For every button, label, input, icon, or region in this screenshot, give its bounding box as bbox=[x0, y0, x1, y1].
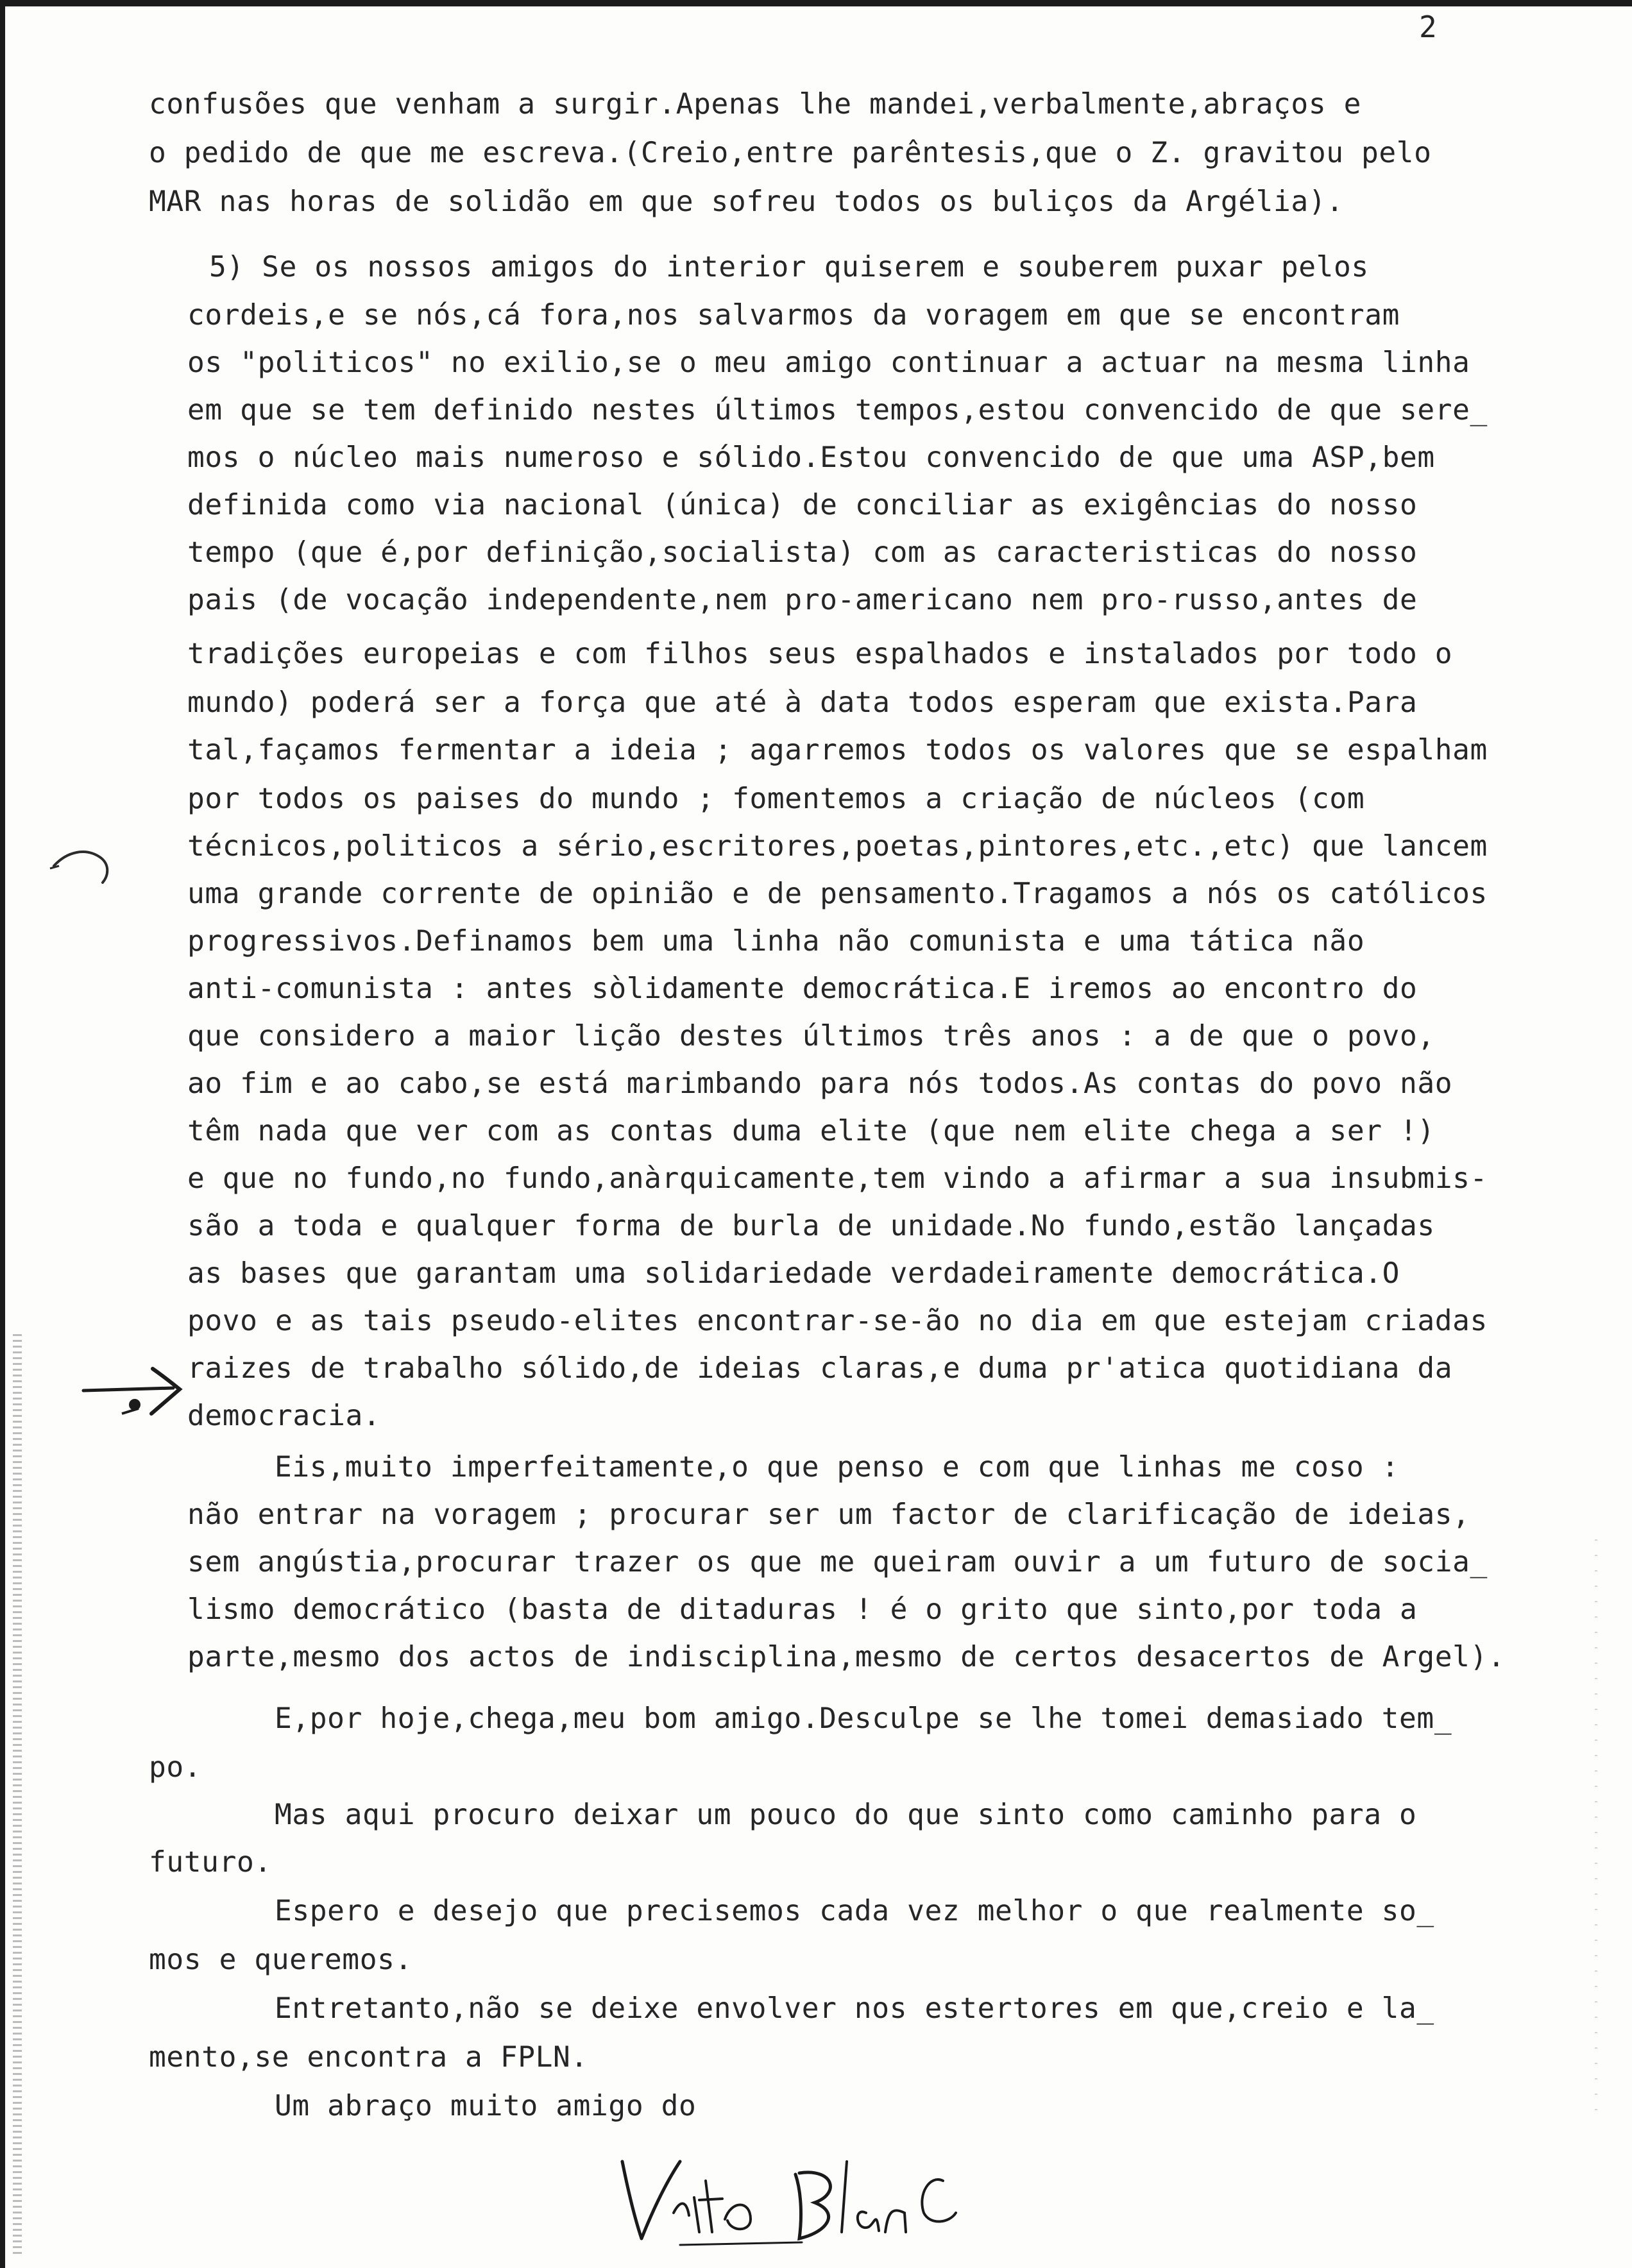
text-line: mos o núcleo mais numeroso e sólido.Estou convencido de que uma ASP,bem bbox=[187, 441, 1435, 474]
paragraph-start: Espero e desejo que precisemos cada vez melhor o que realmente so_ bbox=[275, 1895, 1434, 1927]
paragraph-start: E,por hoje,chega,meu bom amigo.Desculpe se lhe tomei demasiado tem_ bbox=[275, 1702, 1452, 1735]
text-line: têm nada que ver com as contas duma elite (que nem elite chega a ser !) bbox=[187, 1115, 1435, 1147]
text-line: anti-comunista : antes sòlidamente democrática.E iremos ao encontro do bbox=[187, 972, 1418, 1005]
text-line: são a toda e qualquer forma de burla de unidade.No fundo,estão lançadas bbox=[187, 1210, 1435, 1242]
scan-right-specks bbox=[1595, 1539, 1597, 2117]
paragraph-start: Entretanto,não se deixe envolver nos estertores em que,creio e la_ bbox=[275, 1992, 1434, 2025]
text-line: ao fim e ao cabo,se está marimbando para nós todos.As contas do povo não bbox=[187, 1067, 1453, 1100]
text-line: raizes de trabalho sólido,de ideias claras,e duma pr'atica quotidiana da bbox=[187, 1352, 1453, 1385]
page-number: 2 bbox=[1419, 10, 1437, 44]
text-line: democracia. bbox=[187, 1400, 381, 1432]
paragraph-start: Eis,muito imperfeitamente,o que penso e com que linhas me coso : bbox=[275, 1451, 1400, 1484]
scan-edge-damage bbox=[13, 1334, 22, 2258]
text-line: os "politicos" no exilio,se o meu amigo continuar a actuar na mesma linha bbox=[187, 346, 1470, 379]
text-line: e que no fundo,no fundo,anàrquicamente,tem vindo a afirmar a sua insubmis- bbox=[187, 1162, 1488, 1195]
paragraph-start: Mas aqui procuro deixar um pouco do que sinto como caminho para o bbox=[275, 1798, 1417, 1831]
text-line: definida como via nacional (única) de conciliar as exigências do nosso bbox=[187, 489, 1418, 521]
text-line: o pedido de que me escreva.(Creio,entre parêntesis,que o Z. gravitou pelo bbox=[149, 137, 1432, 169]
text-line: mento,se encontra a FPLN. bbox=[149, 2041, 588, 2074]
text-line: cordeis,e se nós,cá fora,nos salvarmos da voragem em que se encontram bbox=[187, 299, 1400, 332]
closing-line: Um abraço muito amigo do bbox=[275, 2090, 697, 2122]
text-line: não entrar na voragem ; procurar ser um factor de clarificação de ideias, bbox=[187, 1498, 1470, 1531]
text-line: MAR nas horas de solidão em que sofreu todos os buliços da Argélia). bbox=[149, 185, 1344, 218]
paragraph-5-start: 5) Se os nossos amigos do interior quiserem e souberem puxar pelos bbox=[209, 251, 1369, 284]
text-line: parte,mesmo dos actos de indisciplina,mesmo de certos desacertos de Argel). bbox=[187, 1641, 1506, 1673]
text-line: povo e as tais pseudo-elites encontrar-se-ão no dia em que estejam criadas bbox=[187, 1305, 1488, 1337]
handwritten-signature bbox=[609, 2136, 969, 2251]
text-line: uma grande corrente de opinião e de pensamento.Tragamos a nós os católicos bbox=[187, 877, 1488, 910]
page-top-edge bbox=[0, 0, 1632, 6]
text-line: técnicos,politicos a sério,escritores,poetas,pintores,etc.,etc) que lancem bbox=[187, 830, 1488, 863]
text-line: tal,façamos fermentar a ideia ; agarremos todos os valores que se espalham bbox=[187, 734, 1488, 766]
page-left-edge bbox=[0, 0, 5, 2268]
text-line: confusões que venham a surgir.Apenas lhe mandei,verbalmente,abraços e bbox=[149, 88, 1361, 121]
text-line: futuro. bbox=[149, 1846, 272, 1879]
text-line: as bases que garantam uma solidariedade verdadeiramente democrática.O bbox=[187, 1257, 1400, 1290]
text-line: tempo (que é,por definição,socialista) com as caracteristicas do nosso bbox=[187, 536, 1418, 569]
margin-arrow-mark bbox=[77, 1352, 192, 1423]
text-line: mundo) poderá ser a força que até à data todos esperam que exista.Para bbox=[187, 686, 1418, 719]
text-line: que considero a maior lição destes últimos três anos : a de que o povo, bbox=[187, 1020, 1435, 1053]
text-line: por todos os paises do mundo ; fomentemos a criação de núcleos (com bbox=[187, 783, 1365, 815]
text-line: mos e queremos. bbox=[149, 1943, 412, 1976]
text-line: em que se tem definido nestes últimos tempos,estou convencido de que sere_ bbox=[187, 394, 1488, 427]
text-line: progressivos.Definamos bem uma linha não comunista e uma tática não bbox=[187, 925, 1365, 958]
margin-bracket-mark bbox=[47, 840, 124, 892]
text-line: tradições europeias e com filhos seus espalhados e instalados por todo o bbox=[187, 638, 1453, 670]
text-line: sem angústia,procurar trazer os que me queiram ouvir a um futuro de socia_ bbox=[187, 1546, 1488, 1578]
text-line: po. bbox=[149, 1751, 202, 1784]
text-line: lismo democrático (basta de ditaduras ! é o grito que sinto,por toda a bbox=[187, 1593, 1418, 1626]
text-line: pais (de vocação independente,nem pro-americano nem pro-russo,antes de bbox=[187, 584, 1418, 616]
